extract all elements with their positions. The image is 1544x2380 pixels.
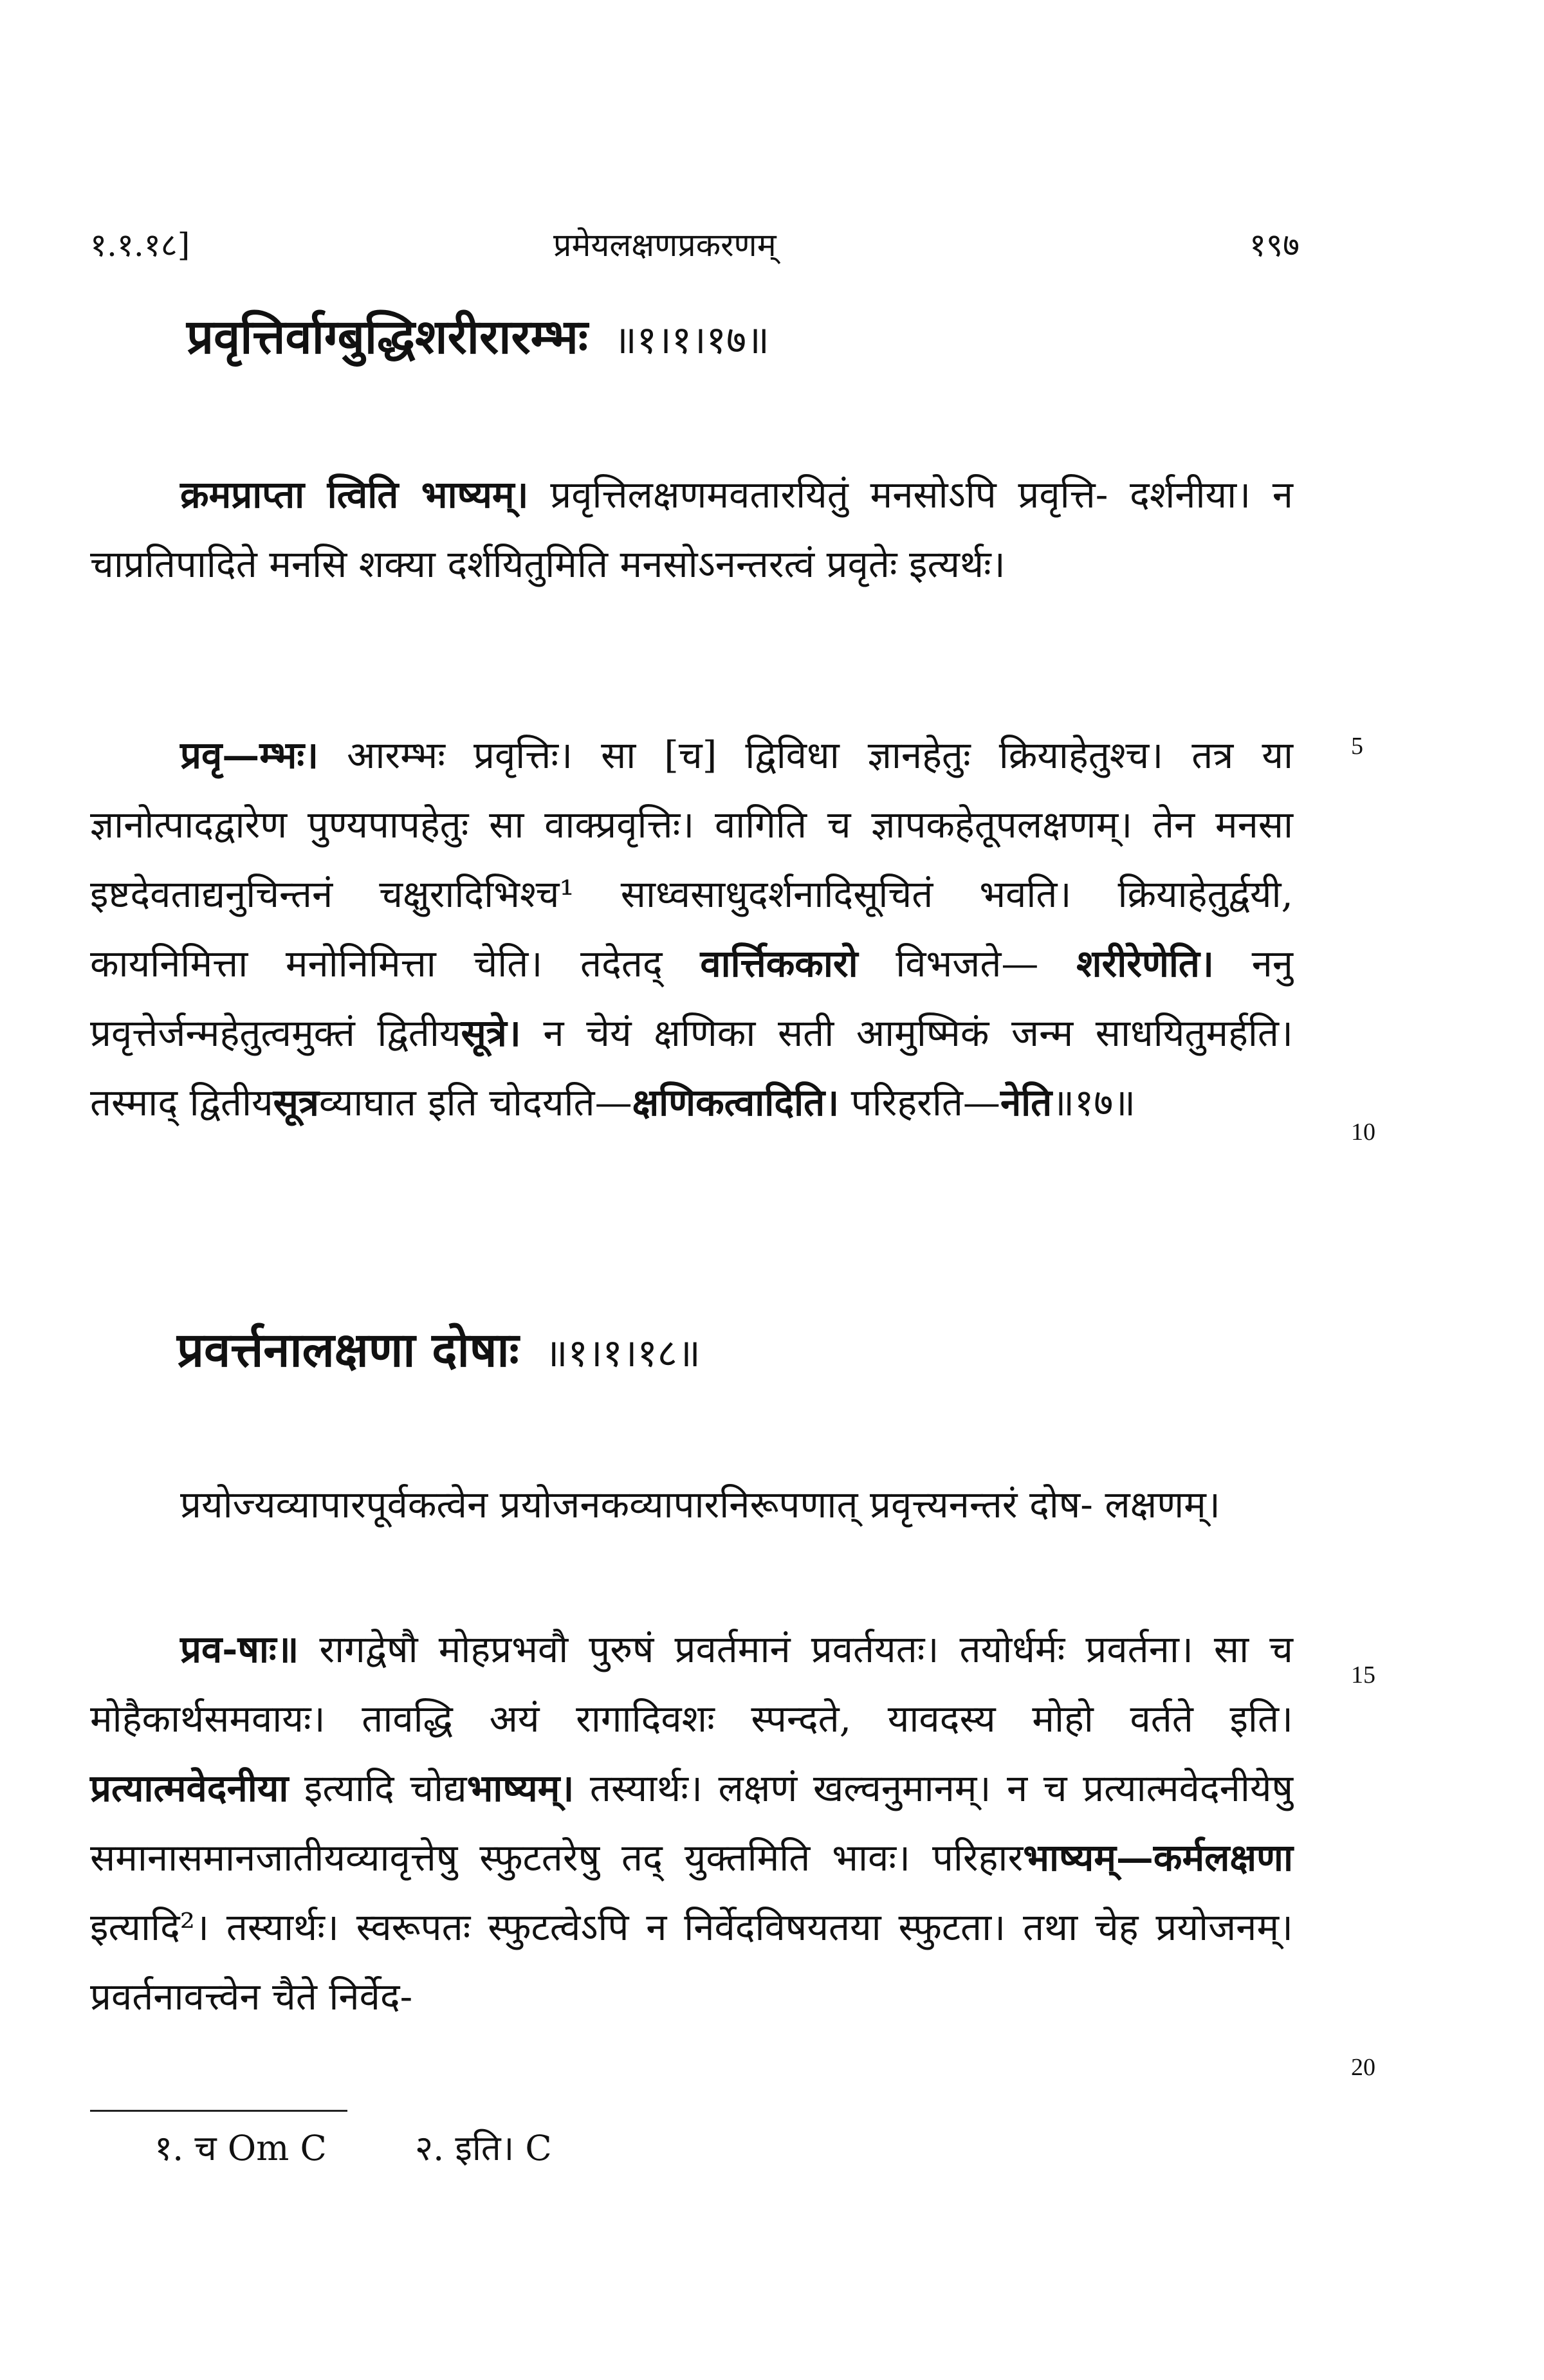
emphasis: क्षणिकत्वादिति। xyxy=(632,1081,840,1124)
paragraph-text: प्रवृत्तिलक्षणमवतारयितुं मनसोऽपि प्रवृत्ति- दर्शनीया। न चाप्रतिपादिते मनसि शक्या दर्शयितुमिति मनसोऽनन्तरत्वं प्रवृतेः इत्यर्थः। xyxy=(90,473,1294,586)
commentary-paragraph-2 xyxy=(90,720,1293,1137)
paragraph-text: इत्यादि चोद्य xyxy=(288,1766,467,1810)
line-number: 20 xyxy=(1351,2054,1375,2081)
paragraph-text: ननु प्रवृत्तेर्जन्महेतुत्वमुक्तं द्वितीय xyxy=(90,942,1294,1055)
paragraph-text: आरम्भः प्रवृत्तिः। सा [च] द्विविधा ज्ञानहेतुः क्रियाहेतुश्च। तत्र या ज्ञानोत्पादद्वारेण पुण्यपापहेतुः सा वाक्प्रवृत्तिः। वागिति च ज्ञापकहेतूपलक्षणम्। तेन मनसा इष्टदेवताद्यनुचिन्तनं चक्षुरादिभिश्च¹ साध्वसाधुदर्शनादिसूचितं भवति। क्रियाहेतुर्द्वयी, कायनिमित्ता मनोनिमित्ता चेति। तदेतद् xyxy=(90,733,1293,985)
emphasis: प्रत्यात्मवेदनीया xyxy=(90,1766,289,1810)
paragraph-text: ॥१७॥ xyxy=(1052,1081,1136,1124)
footnote-1: १. च Om C xyxy=(154,2128,327,2168)
emphasis: नेति xyxy=(1000,1081,1052,1124)
line-number: 10 xyxy=(1351,1119,1375,1146)
emphasis: भाष्यम्। xyxy=(466,1766,574,1810)
sutra-heading-17 xyxy=(187,302,769,367)
running-head xyxy=(90,222,1300,267)
paragraph-text: इत्यादि²। तस्यार्थः। स्वरूपतः स्फुटत्वेऽपि न निर्वेदविषयतया स्फुटता। तथा चेह प्रयोजनम्। प्रवर्तनावत्त्वेन चैते निर्वेद- xyxy=(90,1905,1293,2018)
sutra-text: प्रवर्त्तनालक्षणा दोषाः xyxy=(177,1323,519,1378)
emphasis: भाष्यम्—कर्मलक्षणा xyxy=(1023,1836,1293,1880)
footnotes xyxy=(154,2123,629,2170)
sutra-number: ॥१।१।१७॥ xyxy=(613,318,769,363)
section-reference: १.१.१८] xyxy=(90,226,190,264)
footnote-divider xyxy=(90,2110,347,2112)
paragraph-lead: प्रवृ—म्भः। xyxy=(180,733,319,777)
sutra-heading-18 xyxy=(177,1315,701,1380)
line-number: 5 xyxy=(1351,733,1363,760)
paragraph-text: प्रयोज्यव्यापारपूर्वकत्वेन प्रयोजनकव्यापारनिरूपणात् प्रवृत्त्यनन्तरं दोष- लक्षणम्। xyxy=(180,1483,1220,1526)
footnote-2: २. इति। C xyxy=(415,2128,552,2168)
paragraph-text: रागद्वेषौ मोहप्रभवौ पुरुषं प्रवर्तमानं प्रवर्तयतः। तयोर्धर्मः प्रवर्तना। सा च मोहैकार्थसमवायः। तावद्धि अयं रागादिवशः स्पन्दते, यावदस्य मोहो वर्तते इति। xyxy=(90,1627,1293,1741)
commentary-paragraph-3 xyxy=(90,1470,1293,1539)
paragraph-lead: प्रव-षाः॥ xyxy=(180,1627,299,1671)
emphasis: शरीरेणेति। xyxy=(1076,942,1214,985)
sutra-number: ॥१।१।१८॥ xyxy=(544,1331,701,1376)
emphasis: सूत्र xyxy=(273,1081,319,1124)
paragraph-text: व्याघात इति चोदयति— xyxy=(318,1081,632,1124)
chapter-title: प्रमेयलक्षणप्रकरणम् xyxy=(553,226,777,264)
line-number: 15 xyxy=(1351,1661,1375,1689)
sutra-text: प्रवृत्तिर्वाग्बुद्धिशरीरारम्भः xyxy=(187,309,588,365)
emphasis: सूत्रे। xyxy=(461,1011,521,1055)
paragraph-text: न चेयं क्षणिका सती आमुष्मिकं जन्म साधयितुमर्हति। तस्माद् द्वितीय xyxy=(90,1011,1293,1124)
paragraph-text: परिहरति— xyxy=(839,1081,1000,1124)
paragraph-text: तस्यार्थः। लक्षणं खल्वनुमानम्। न च प्रत्यात्मवेदनीयेषु समानासमानजातीयव्यावृत्तेषु स्फुटतरेषु तद् युक्तमिति भावः। परिहार xyxy=(90,1766,1293,1880)
paragraph-lead: क्रमप्राप्ता त्विति भाष्यम्। xyxy=(180,473,529,517)
commentary-paragraph-4 xyxy=(90,1615,1293,2031)
commentary-paragraph-1 xyxy=(90,460,1293,599)
page-number: १९७ xyxy=(1249,226,1300,264)
paragraph-text: विभजते— xyxy=(858,942,1039,985)
emphasis: वार्त्तिककारो xyxy=(700,942,858,985)
